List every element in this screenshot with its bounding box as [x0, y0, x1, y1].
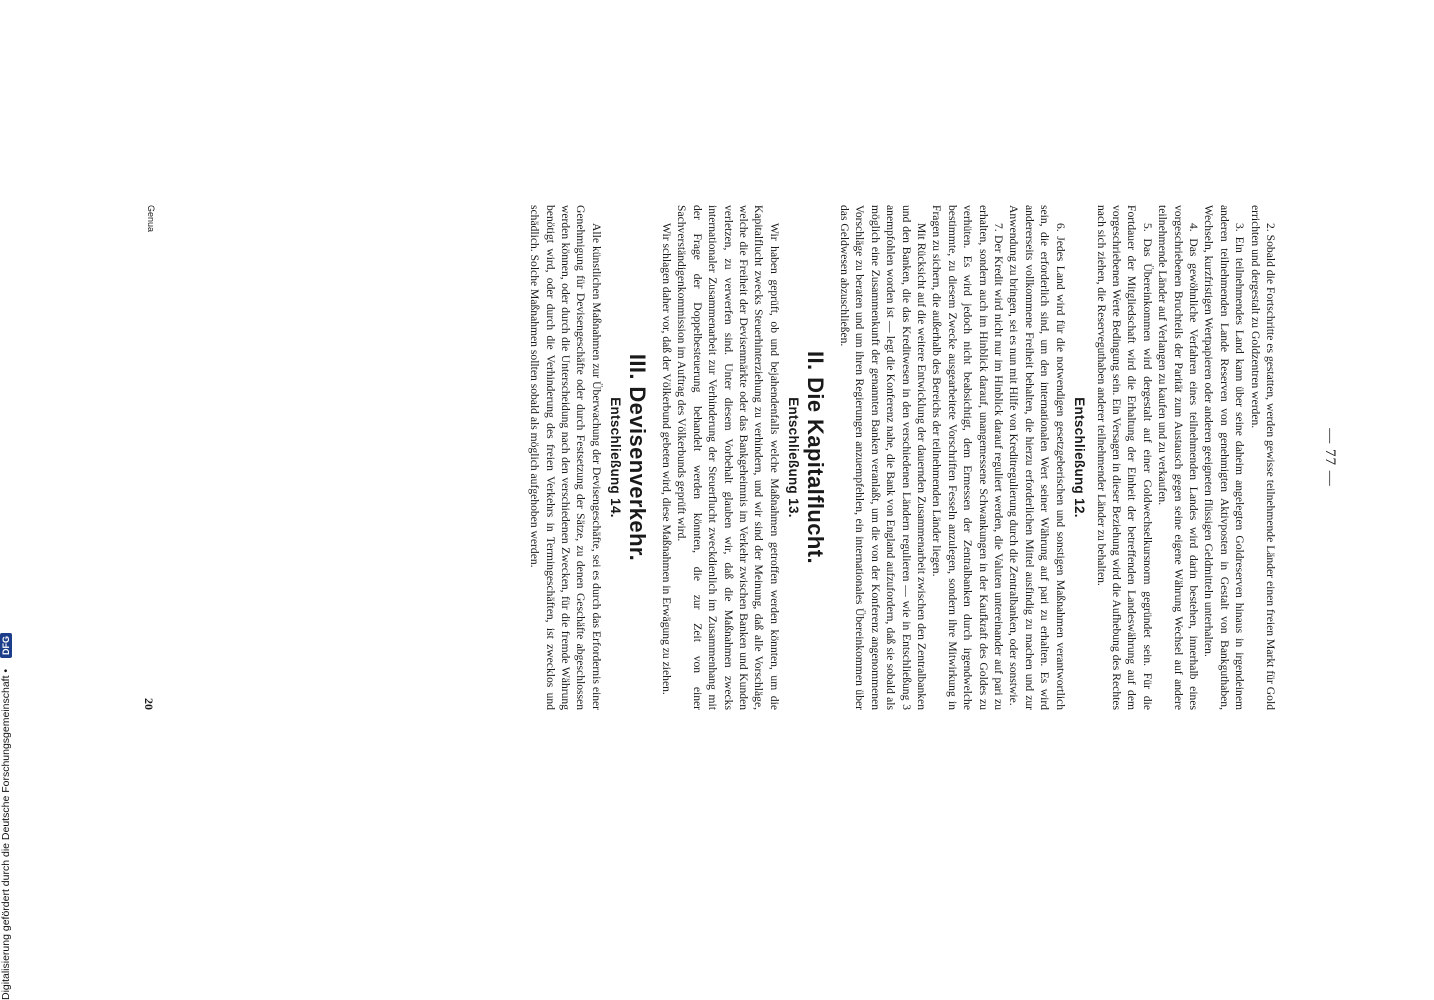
footer-left: Genua — [146, 205, 156, 233]
paragraph: 3. Ein teilnehmendes Land kann über seine daheim angelegten Goldreserven hinaus in irgendeinem anderen teilnehmenden Lande Reserven von genehmigten Aktivposten in Gestalt von Bankguthaben, Wechseln, kurzfristigen Wertpapieren oder anderen geeigneten flüssigen Geldmitteln unterhalten. — [1202, 205, 1247, 710]
body-text — [527, 205, 1278, 710]
resolution-heading: Entschließung 14. — [608, 397, 624, 518]
resolution-heading: Entschließung 13. — [786, 397, 802, 518]
digitalization-text: Digitalisierung gefördert durch die Deutsche Forschungsgemeinschaft • — [0, 668, 13, 1000]
rotated-content — [96, 0, 1346, 1000]
digitalization-note — [0, 0, 20, 1000]
dfg-logo-icon: DFG — [0, 633, 12, 658]
text-column — [96, 205, 1346, 710]
resolution-heading: Entschließung 12. — [1072, 397, 1088, 518]
paragraph: 6. Jedes Land wird für die notwendigen gesetzgeberischen und sonstigen Maßnahmen verantwortlich sein, die erforderlich sind, um den internationalen Wert seiner Währung auf pari zu erhalten. Es wird andererseits vollkommene Freiheit behalten, die hierzu erforderlichen Mittel ausfindig zu machen und zur Anwendung zu bringen, sei es nun mit Hilfe von Kreditregulierung durch die Zentralbanken, oder sonstwie. — [1007, 205, 1067, 710]
page-number: — 77 — — [1322, 428, 1338, 487]
paragraph: Wir schlagen daher vor, daß der Völkerbund gebeten wird, diese Maßnahmen in Erwägung zu ziehen. — [659, 223, 673, 695]
paragraph: 7. Der Kredit wird nicht nur im Hinblick darauf reguliert werden, die Valuten untereinander auf pari zu erhalten, sondern auch im Hinblick darauf, unangemessene Schwankungen in der Kaufkraft des Goldes zu verhüten. Es wird jedoch nicht beabsichtigt, dem Ermessen der Zentralbanken durch irgendwelche bestimmte, zu diesem Zwecke ausgearbeitete Vorschriften Fesseln anzulegen, sondern ihre Mitwirkung in Fragen zu sichern, die außerhalb des Bereichs der teilnehmenden Länder liegen. — [930, 205, 1006, 710]
paragraph: 4. Das gewöhnliche Verfahren eines teilnehmenden Landes wird darin bestehen, innerhalb eines vorgeschriebenen Bruchteils der Parität zum Austausch gegen seine eigene Währung Wechsel auf andere teilnehmende Länder auf Verlangen zu kaufen und zu verkaufen. — [1156, 205, 1200, 710]
footer-page-number: 20 — [142, 698, 156, 710]
paragraph: Alle künstlichen Maßnahmen zur Überwachung der Devisengeschäfte, sei es durch das Erfordernis einer Genehmigung für Devisengeschäfte oder durch Festsetzung der Sätze, zu denen Geschäfte abgeschlossen werden können, oder durch die Unterscheidung nach den verschiedenen Zwecken, für die fremde Währung benötigt wird, oder durch die Verhinderung des freien Verkehrs in Termingeschäften, ist zwecklos und schädlich. Solche Maßnahmen sollten sobald als möglich aufgehoben werden. — [528, 205, 603, 710]
section-heading: III. Devisenverkehr. — [624, 353, 650, 562]
paragraph: Wir haben geprüft, ob und bejahendenfalls welche Maßnahmen getroffen werden könnten, um die Kapitalflucht zwecks Steuerhinterziehung zu verhindern, und wir sind der Meinung, daß alle Vorschläge, welche die Freiheit der Devisenmärkte oder das Bankgeheimnis im Verkehr zwischen Banken und Kunden verletzen, zu verwerfen sind. Unter diesem Vorbehalt glauben wir, daß die Maßnahmen zwecks internationaler Zusammenarbeit zur Verhinderung der Steuerflucht zweckdienlich im Zusammenhang mit der Frage der Doppelbesteuerung behandelt werden könnten, die zur Zeit von einer Sachverständigenkommission im Auftrag des Völkerbunds geprüft wird. — [675, 205, 781, 710]
paragraph: 5. Das Übereinkommen wird dergestalt auf einer Goldwechselkursnorm gegründet sein. Für die Fortdauer der Mitgliedschaft wird die Erhaltung der Einheit der betreffenden Landeswährung auf dem vorgeschriebenen Werte Bedingung sein. Ein Versagen in dieser Beziehung wird die Aufhebung des Rechtes nach sich ziehen, die Reserveguthaben anderer teilnehmender Länder zu behalten. — [1094, 205, 1154, 710]
paragraph: Mit Rücksicht auf die weitere Entwicklung der dauernden Zusammenarbeit zwischen den Zentralbanken und den Banken, die das Kreditwesen in den verschiedenen Ländern regulieren — wie in Entschließung 3 anempfohlen worden ist — legt die Konferenz nahe, die Bank von England aufzufordern, daß sie sobald als möglich eine Zusammenkunft der genannten Banken veranlaßt, um die von der Konferenz angenommenen Vorschläge zu beraten und um ihren Regierungen anzuempfehlen, ein internationales Übereinkommen über das Geldwesen abzuschließen. — [838, 205, 929, 710]
paragraph: 2. Sobald die Fortschritte es gestatten, werden gewisse teilnehmende Länder einen freien Markt für Gold errichten und dergestalt zu Goldzentren werden. — [1248, 205, 1277, 710]
section-heading: II. Die Kapitalflucht. — [802, 351, 828, 564]
